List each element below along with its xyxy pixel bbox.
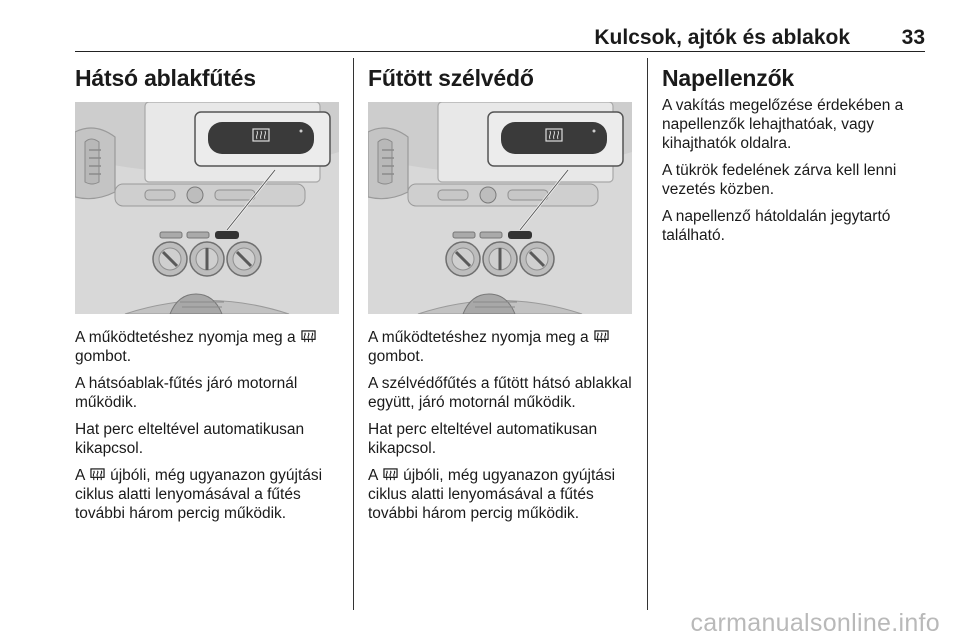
rear-defrost-icon (594, 330, 609, 344)
paragraph: A napellenző hátoldalán jegytartó található. (662, 208, 891, 244)
section-rear-window-heating (75, 58, 345, 531)
paragraph: A hátsóablak-fűtés járó motornál működik. (75, 375, 298, 411)
paragraph: A működtetéshez nyomja meg a gombot. (368, 328, 638, 366)
rear-defrost-icon (383, 468, 398, 482)
section-heated-windscreen (368, 58, 638, 531)
chapter-title: Kulcsok, ajtók és ablakok (594, 26, 850, 49)
section-body (662, 96, 927, 245)
page-header (75, 22, 925, 52)
watermark: carmanualsonline.info (690, 609, 940, 637)
paragraph: A tükrök fedelének zárva kell lenni vezetés közben. (662, 162, 897, 198)
column-divider (647, 58, 648, 610)
paragraph: A újbóli, még ugyanazon gyújtási ciklus alatti lenyomásával a fűtés további három percig működik. (368, 467, 616, 522)
section-heading: Fűtött szélvédő (368, 65, 534, 91)
section-heading: Napellenzők (662, 65, 795, 91)
paragraph: Hat perc elteltével automatikusan kikapcsol. (368, 421, 598, 457)
dashboard-illustration (368, 102, 632, 314)
page-number: 33 (901, 26, 925, 49)
paragraph: A működtetéshez nyomja meg a gombot. (75, 328, 345, 366)
paragraph: A szélvédőfűtés a fűtött hátsó ablakkal együtt, járó motornál működik. (368, 375, 632, 411)
section-body (368, 328, 638, 523)
rear-defrost-icon (301, 330, 316, 344)
section-sun-visors (662, 58, 927, 253)
section-heading: Hátsó ablakfűtés (75, 65, 256, 91)
rear-defrost-icon (90, 468, 105, 482)
paragraph: Hat perc elteltével automatikusan kikapcsol. (75, 421, 305, 457)
dashboard-illustration (75, 102, 339, 314)
paragraph: A vakítás megelőzése érdekében a napellenzők lehajthatóak, vagy kihajthatók oldalra. (662, 97, 904, 152)
column-divider (353, 58, 354, 610)
section-body (75, 328, 345, 523)
paragraph: A újbóli, még ugyanazon gyújtási ciklus alatti lenyomásával a fűtés további három percig működik. (75, 467, 323, 522)
